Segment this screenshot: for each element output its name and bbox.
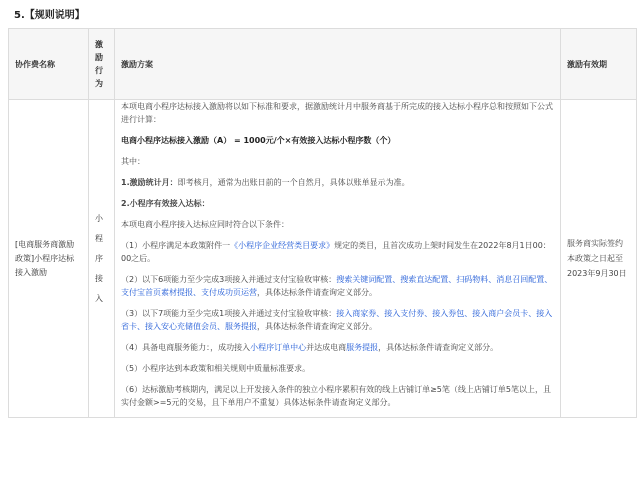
plan-where: 其中： [121, 157, 145, 166]
condition-2 [121, 273, 554, 299]
validity-cell [561, 100, 637, 418]
plan-formula: 电商小程序达标接入激励（A） = 1000元/个×有效接入达标小程序数（个） [121, 136, 396, 145]
fee-name-cell: [电商服务商激励政策]小程序达标接入激励 [9, 100, 89, 418]
condition-3 [121, 307, 554, 333]
rules-table [8, 28, 637, 418]
condition-4-post: ，具体达标条件请查询定义部分。 [378, 343, 499, 352]
condition-1-pre: （1）小程序满足本政策附件一 [121, 241, 231, 250]
plan-intro: 本项电商小程序达标接入激励将以如下标准和要求，据激励统计月中服务商基于所完成的接入达标小程序总和按照如下公式进行计算： [121, 102, 553, 124]
plan-item-2-text: 本项电商小程序接入达标应同时符合以下条件： [121, 220, 289, 229]
section-title: 5.【规则说明】 [14, 10, 85, 21]
service-report-link[interactable]: 服务提报 [346, 343, 379, 352]
capabilities-6-links[interactable]: 搜索关键词配置、搜索直达配置、扫码物料、消息召回配置、支付宝首页素材提报、支付成功页运营 [121, 275, 553, 297]
plan-item-1 [121, 176, 554, 189]
capabilities-7-links[interactable]: 接入商家券、接入支付券、接入券包、接入商户会员卡、接入省卡、接入安心充储值会员、服务提报 [121, 309, 553, 331]
condition-6: （6）达标激励考核期内，满足以上开发接入条件的独立小程序累积有效的线上店铺订单≥5笔（线上店铺订单5笔以上，且实付金额>=5元的交易，且下单用户不重复）具体达标条件请查询定义部分。 [121, 385, 551, 407]
validity-line-2: 2023年9月30日 [567, 269, 627, 278]
condition-2-pre: （2）以下6项能力至少完成3项接入并通过支付宝验收审核： [121, 275, 337, 284]
item-2-label: 2.小程序有效接入达标： [121, 199, 210, 208]
header-fee-name: 协作费名称 [9, 29, 89, 100]
header-plan: 激励方案 [115, 29, 561, 100]
condition-2-post: ，具体达标条件请查询定义部分。 [257, 288, 377, 297]
table-row [9, 100, 637, 418]
header-validity: 激励有效期 [561, 29, 637, 100]
condition-3-post: ，具体达标条件请查询定义部分。 [257, 322, 377, 331]
header-action [89, 29, 115, 100]
plan-item-2 [121, 197, 554, 210]
condition-5: （5）小程序达到本政策和相关规则中质量标准要求。 [121, 364, 311, 373]
category-requirements-link[interactable]: 《小程序企业经营类目要求》 [230, 241, 335, 250]
condition-3-pre: （3）以下7项能力至少完成1项接入并通过支付宝验收审核： [121, 309, 337, 318]
condition-1-post: 规定的类目，且首次成功上架时间发生在2022年8月1日00：00之后。 [121, 241, 551, 263]
validity-line-1: 服务商实际签约本政策之日起至 [567, 239, 623, 263]
condition-4-pre: （4）具备电商服务能力：，成功接入 [121, 343, 251, 352]
order-center-link[interactable]: 小程序订单中心 [250, 343, 307, 352]
condition-4 [121, 341, 554, 354]
table-header-row [9, 29, 637, 100]
action-cell [89, 100, 115, 418]
header-action-text: 激励行为 [95, 40, 103, 88]
item-1-text: 即考核月，通常为出账日前的一个自然月，具体以账单显示为准。 [177, 178, 410, 187]
action-text: 小程序接入 [95, 213, 103, 303]
plan-cell [115, 100, 561, 418]
condition-1 [121, 239, 554, 265]
item-1-label: 1.激励统计月： [121, 178, 178, 187]
condition-4-mid: 并达成电商 [306, 343, 347, 352]
